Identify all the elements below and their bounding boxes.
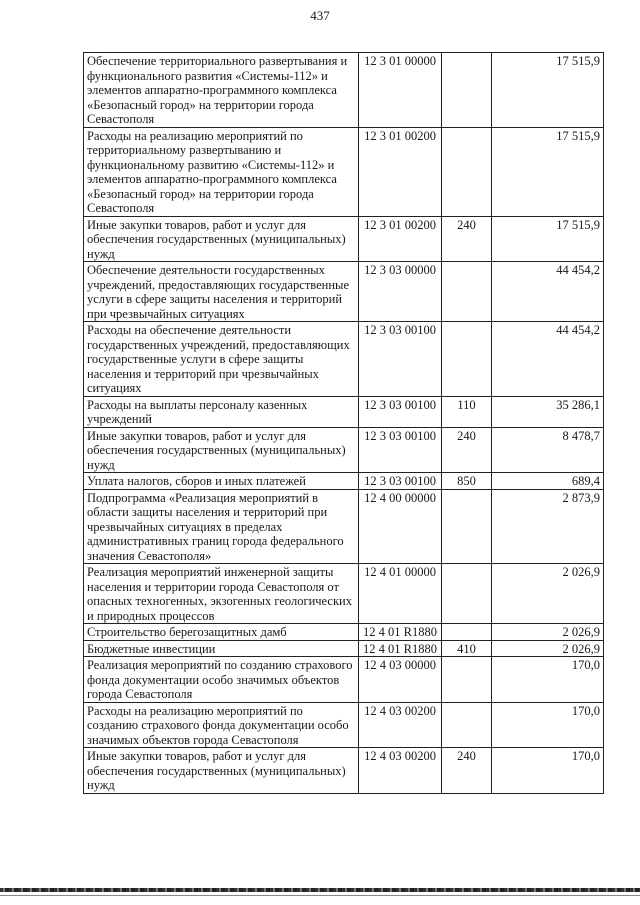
expense-type-cell: 240 — [442, 216, 492, 262]
table-row — [84, 396, 604, 427]
table-row — [84, 53, 604, 128]
expense-name-cell: Расходы на обеспечение деятельности государственных учреждений, предоставляющих государственные услуги в сфере защиты населения и территорий при чрезвычайных ситуациях — [84, 322, 359, 397]
table-row — [84, 624, 604, 641]
expense-type-cell: 110 — [442, 396, 492, 427]
target-code-cell: 12 4 03 00200 — [359, 702, 442, 748]
expense-name-cell: Строительство берегозащитных дамб — [84, 624, 359, 641]
expense-type-cell — [442, 624, 492, 641]
amount-cell: 170,0 — [492, 702, 604, 748]
amount-cell: 8 478,7 — [492, 427, 604, 473]
target-code-cell: 12 4 01 R1880 — [359, 640, 442, 657]
bottom-border-line-thin — [0, 895, 640, 896]
table-row — [84, 262, 604, 322]
expense-type-cell — [442, 564, 492, 624]
expense-name-cell: Реализация мероприятий по созданию страхового фонда документации особо значимых объектов города Севастополя — [84, 657, 359, 703]
target-code-cell: 12 4 01 R1880 — [359, 624, 442, 641]
expense-name-cell: Уплата налогов, сборов и иных платежей — [84, 473, 359, 490]
target-code-cell: 12 4 00 00000 — [359, 489, 442, 564]
expense-name-cell: Подпрограмма «Реализация мероприятий в области защиты населения и территорий при чрезвычайных ситуациях в пределах административных границ города федерального значения Севастополя» — [84, 489, 359, 564]
table-row — [84, 564, 604, 624]
amount-cell: 2 026,9 — [492, 564, 604, 624]
target-code-cell: 12 3 03 00100 — [359, 427, 442, 473]
amount-cell: 35 286,1 — [492, 396, 604, 427]
expense-name-cell: Расходы на реализацию мероприятий по созданию страхового фонда документации особо значимых объектов города Севастополя — [84, 702, 359, 748]
target-code-cell: 12 3 01 00200 — [359, 127, 442, 216]
target-code-cell: 12 4 01 00000 — [359, 564, 442, 624]
page-number: 437 — [310, 8, 330, 23]
amount-cell: 2 026,9 — [492, 624, 604, 641]
expense-type-cell — [442, 53, 492, 128]
table-row — [84, 748, 604, 794]
table-row — [84, 216, 604, 262]
expense-name-cell: Обеспечение территориального развертывания и функционального развития «Системы-112» и элементов аппаратно-программного комплекса «Безопасный город» на территории города Севастополя — [84, 53, 359, 128]
table-row — [84, 702, 604, 748]
target-code-cell: 12 3 03 00000 — [359, 262, 442, 322]
target-code-cell: 12 3 01 00000 — [359, 53, 442, 128]
expense-type-cell: 850 — [442, 473, 492, 490]
amount-cell: 44 454,2 — [492, 262, 604, 322]
expense-name-cell: Иные закупки товаров, работ и услуг для обеспечения государственных (муниципальных) нужд — [84, 748, 359, 794]
table-row — [84, 489, 604, 564]
amount-cell: 17 515,9 — [492, 53, 604, 128]
amount-cell: 2 026,9 — [492, 640, 604, 657]
expense-name-cell: Бюджетные инвестиции — [84, 640, 359, 657]
expense-type-cell: 240 — [442, 748, 492, 794]
expense-name-cell: Иные закупки товаров, работ и услуг для обеспечения государственных (муниципальных) нужд — [84, 427, 359, 473]
budget-table — [83, 52, 604, 794]
target-code-cell: 12 3 03 00100 — [359, 322, 442, 397]
target-code-cell: 12 4 03 00200 — [359, 748, 442, 794]
expense-type-cell: 410 — [442, 640, 492, 657]
amount-cell: 170,0 — [492, 657, 604, 703]
expense-name-cell: Обеспечение деятельности государственных учреждений, предоставляющих государственные услуги в сфере защиты населения и территорий при чрезвычайных ситуациях — [84, 262, 359, 322]
expense-name-cell: Реализация мероприятий инженерной защиты населения и территории города Севастополя от опасных техногенных, экзогенных геологических и природных процессов — [84, 564, 359, 624]
table-row — [84, 640, 604, 657]
expense-type-cell — [442, 322, 492, 397]
target-code-cell: 12 3 03 00100 — [359, 396, 442, 427]
amount-cell: 2 873,9 — [492, 489, 604, 564]
table-row — [84, 657, 604, 703]
target-code-cell: 12 4 03 00000 — [359, 657, 442, 703]
expense-name-cell: Расходы на выплаты персоналу казенных учреждений — [84, 396, 359, 427]
expense-name-cell: Иные закупки товаров, работ и услуг для обеспечения государственных (муниципальных) нужд — [84, 216, 359, 262]
amount-cell: 17 515,9 — [492, 216, 604, 262]
amount-cell: 44 454,2 — [492, 322, 604, 397]
budget-table-body — [84, 53, 604, 794]
expense-type-cell — [442, 702, 492, 748]
table-row — [84, 322, 604, 397]
expense-type-cell — [442, 262, 492, 322]
table-row — [84, 427, 604, 473]
table-row — [84, 127, 604, 216]
amount-cell: 689,4 — [492, 473, 604, 490]
expense-type-cell — [442, 127, 492, 216]
target-code-cell: 12 3 03 00100 — [359, 473, 442, 490]
target-code-cell: 12 3 01 00200 — [359, 216, 442, 262]
expense-type-cell: 240 — [442, 427, 492, 473]
table-row — [84, 473, 604, 490]
bottom-border-line — [0, 888, 640, 892]
expense-name-cell: Расходы на реализацию мероприятий по территориальному развертыванию и функциональному развитию «Системы-112» и элементов аппаратно-программного комплекса «Безопасный город» на территории города Севастополя — [84, 127, 359, 216]
expense-type-cell — [442, 489, 492, 564]
amount-cell: 170,0 — [492, 748, 604, 794]
amount-cell: 17 515,9 — [492, 127, 604, 216]
expense-type-cell — [442, 657, 492, 703]
